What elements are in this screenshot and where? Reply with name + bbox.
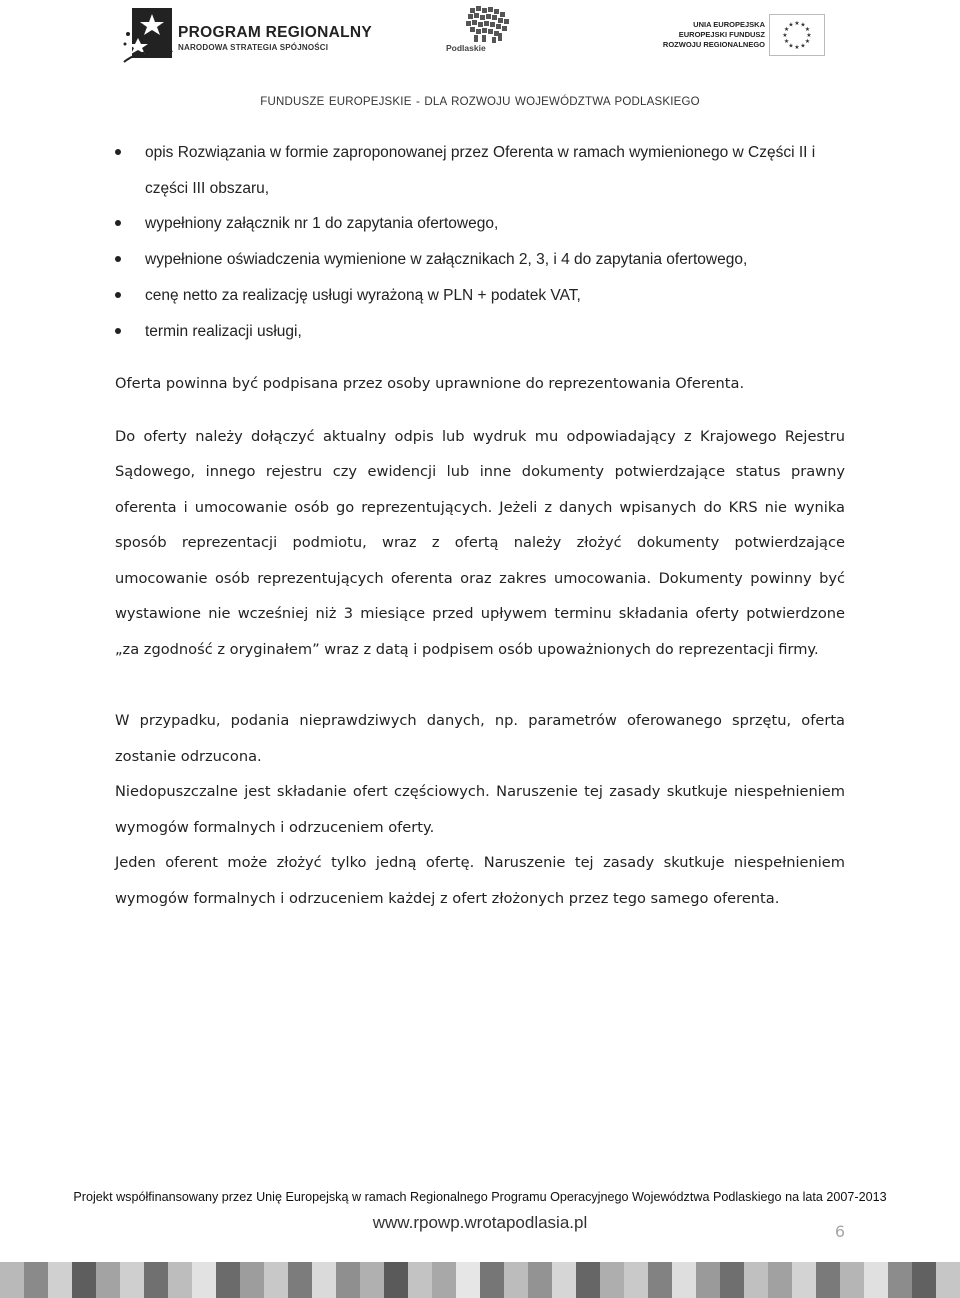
svg-text:★: ★ [794,20,800,27]
strip-segment [432,1262,456,1298]
strip-segment [480,1262,504,1298]
strip-segment [792,1262,816,1298]
strip-segment [168,1262,192,1298]
eu-line-3: ROZWOJU REGIONALNEGO [662,40,765,49]
paragraph-single-offer: Jeden oferent może złożyć tylko jedną ofertę. Naruszenie tej zasady skutkuje niespełnieniem wymogów formalnych i odrzuceniem każdej z ofert złożonych przez tego samego oferenta. [115,854,845,907]
strip-segment [96,1262,120,1298]
strip-segment [360,1262,384,1298]
svg-text:★: ★ [794,44,800,51]
strip-segment [408,1262,432,1298]
strip-segment [768,1262,792,1298]
paragraph-registry-documents: Do oferty należy dołączyć aktualny odpis lub wydruk mu odpowiadający z Krajowego Rejestru Sądowego, innego rejestru czy ewidencji lub inne dokumenty potwierdzające status prawny oferenta i umocowanie osób go reprezentujących. Jeżeli z danych wpisanych do KRS nie wynika sposób reprezentacji podmiotu, wraz z ofertą należy złożyć dokumenty potwierdzające umocowanie osób reprezentujących oferenta oraz zakres umocowania. Dokumenty powinny być wystawione nie wcześniej niż 3 miesiące przed upływem terminu składania oferty potwierdzone „za zgodność z oryginałem” wraz z datą i podpisem osób upoważnionych do reprezentacji firmy. [115,427,845,658]
eu-line-2: EUROPEJSKI FUNDUSZ [678,30,765,39]
strip-segment [456,1262,480,1298]
svg-text:★: ★ [804,38,811,45]
region-label: Podlaskie [446,43,486,53]
svg-text:★: ★ [800,21,806,29]
strip-segment [912,1262,936,1298]
paragraph-partial-offers: Niedopuszczalne jest składanie ofert częściowych. Naruszenie tej zasady skutkuje niespełnieniem wymogów formalnych i odrzuceniem oferty. [115,783,845,836]
strip-segment [576,1262,600,1298]
strip-segment [336,1262,360,1298]
strip-segment [144,1262,168,1298]
program-regionalny-logo [116,0,376,72]
strip-segment [624,1262,648,1298]
strip-segment [120,1262,144,1298]
strip-segment [720,1262,744,1298]
document-body [115,135,845,916]
strip-segment [48,1262,72,1298]
program-title: PROGRAM REGIONALNY [178,24,372,41]
page-number: 6 [834,1222,845,1241]
strip-segment [840,1262,864,1298]
list-item: opis Rozwiązania w formie zaproponowanej przez Oferenta w ramach wymienionego w Części II i części III obszaru, [115,135,845,206]
strip-segment [240,1262,264,1298]
strip-segment [744,1262,768,1298]
strip-segment [528,1262,552,1298]
program-subtitle: NARODOWA STRATEGIA SPÓJNOŚCI [178,43,329,52]
svg-text:★: ★ [783,38,790,45]
svg-text:★: ★ [804,26,811,33]
strip-segment [384,1262,408,1298]
strip-segment [552,1262,576,1298]
program-regionalny-logo-icon [122,4,174,66]
podlaskie-logo [440,2,530,64]
required-documents-list [115,135,845,349]
strip-segment [216,1262,240,1298]
strip-segment [936,1262,960,1298]
strip-segment [816,1262,840,1298]
strip-segment [72,1262,96,1298]
list-item: wypełniony załącznik nr 1 do zapytania ofertowego, [115,206,845,242]
list-item: wypełnione oświadczenia wymienione w załącznikach 2, 3, i 4 do zapytania ofertowego, [115,242,845,278]
strip-segment [888,1262,912,1298]
strip-segment [864,1262,888,1298]
strip-segment [312,1262,336,1298]
strip-segment [192,1262,216,1298]
paragraph-signature: Oferta powinna być podpisana przez osoby uprawnione do reprezentowania Oferenta. [115,375,745,393]
strip-segment [264,1262,288,1298]
strip-segment [600,1262,624,1298]
paragraph-false-data: W przypadku, podania nieprawdziwych danych, np. parametrów oferowanego sprzętu, oferta zostanie odrzucona. [115,712,845,765]
eu-line-1: UNIA EUROPEJSKA [693,20,765,29]
strip-segment [0,1262,24,1298]
project-cofinancing-line: Projekt współfinansowany przez Unię Europejską w ramach Regionalnego Programu Operacyjnego Województwa Podlaskiego na lata 2007-2013 [73,1190,887,1204]
list-item: termin realizacji usługi, [115,314,845,350]
footer-url: www.rpowp.wrotapodlasia.pl [372,1213,588,1232]
strip-segment [696,1262,720,1298]
strip-segment [24,1262,48,1298]
svg-text:★: ★ [788,42,794,50]
svg-text:★: ★ [788,21,794,29]
strip-segment [288,1262,312,1298]
svg-text:★: ★ [783,26,790,33]
strip-segment [504,1262,528,1298]
svg-text:★: ★ [806,32,812,39]
list-item: cenę netto za realizację usługi wyrażoną w PLN + podatek VAT, [115,278,845,314]
eu-logo [655,14,825,66]
svg-text:★: ★ [800,42,806,50]
funds-tagline: FUNDUSZE EUROPEJSKIE - DLA ROZWOJU WOJEWÓDZTWA PODLASKIEGO [260,96,700,108]
eu-flag-icon [769,14,825,56]
strip-segment [672,1262,696,1298]
podlaskie-bison-logo-icon [464,4,512,48]
strip-segment [648,1262,672,1298]
decorative-footer-strip [0,1262,960,1298]
svg-text:★: ★ [782,32,788,39]
eu-text [663,20,765,50]
page-header [0,0,960,118]
